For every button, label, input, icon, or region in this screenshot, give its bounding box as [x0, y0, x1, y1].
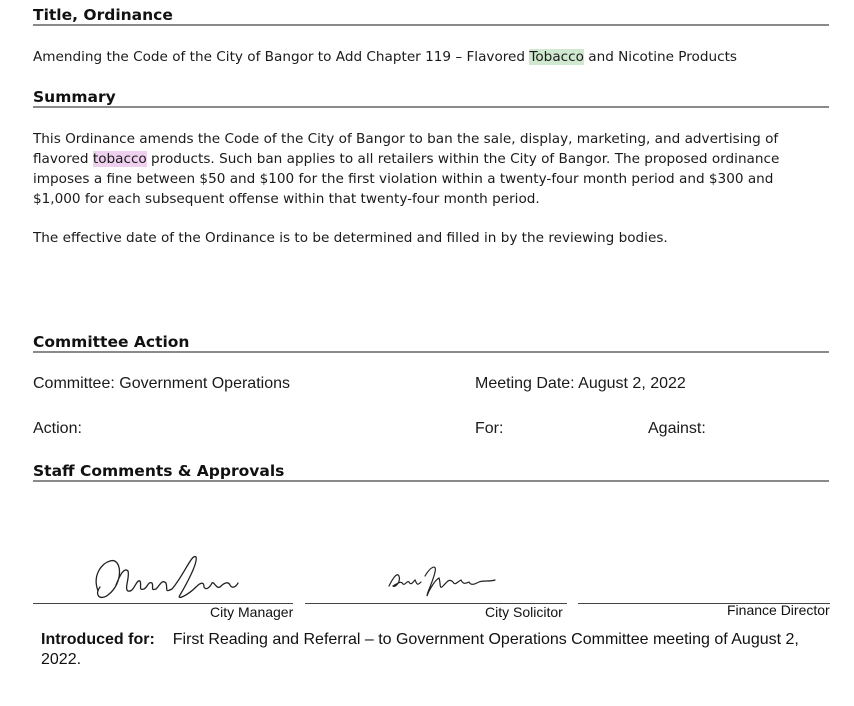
- ordinance-title-text-before: Amending the Code of the City of Bangor to Add Chapter 119 – Flavored: [33, 49, 530, 65]
- summary-highlight: tobacco: [92, 151, 147, 167]
- meeting-date-field: Meeting Date: August 2, 2022: [475, 375, 686, 392]
- summary-heading: Summary: [33, 88, 116, 106]
- introduced-for-label: Introduced for:: [41, 631, 155, 648]
- committee-action-heading: Committee Action: [33, 333, 190, 351]
- staff-comments-heading: Staff Comments & Approvals: [33, 462, 285, 480]
- ordinance-title-text-after: and Nicotine Products: [583, 49, 737, 65]
- city-manager-signature: [88, 545, 248, 603]
- ordinance-title: [33, 47, 737, 67]
- city-solicitor-label: City Solicitor: [485, 604, 563, 620]
- action-label: Action:: [33, 420, 82, 437]
- for-label: For:: [475, 420, 504, 437]
- committee-field: Committee: Government Operations: [33, 375, 290, 392]
- summary-rule: [33, 106, 829, 109]
- title-heading: Title, Ordinance: [33, 6, 173, 24]
- introduced-for: [41, 630, 831, 670]
- city-manager-label: City Manager: [210, 604, 294, 620]
- staff-comments-rule: [33, 480, 829, 483]
- summary-text-before: This Ordinance amends the Code of the City of Bangor to ban the sale, display, marketing, and advertising of flavored: [33, 131, 779, 167]
- summary-text-after: products. Such ban applies to all retailers within the City of Bangor. The proposed ordinance imposes a fine between $50 and $100 for the first violation within a twenty-four month period and $300 and $1,000 for each subsequent offense within that twenty-four month period.: [33, 151, 780, 207]
- committee-action-rule: [33, 351, 829, 354]
- introduced-for-text: First Reading and Referral – to Government Operations Committee meeting of August 2, 2022.: [41, 631, 799, 668]
- city-solicitor-signature: [383, 560, 503, 600]
- finance-director-label: Finance Director: [727, 602, 830, 618]
- summary-paragraph-2: The effective date of the Ordinance is to be determined and filled in by the reviewing bodies.: [33, 230, 668, 246]
- summary-paragraph-1: [33, 129, 823, 209]
- ordinance-title-highlight: Tobacco: [529, 49, 584, 65]
- against-label: Against:: [648, 420, 706, 437]
- title-rule: [33, 24, 829, 27]
